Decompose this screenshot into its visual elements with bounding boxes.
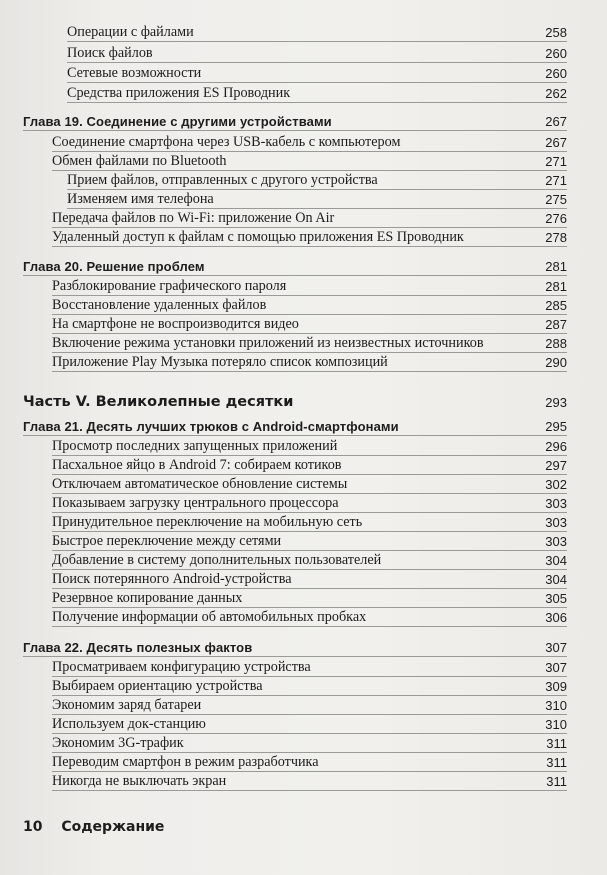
toc-entry xyxy=(67,84,567,103)
toc-entry-title: Экономим заряд батареи xyxy=(52,697,202,713)
toc-entry-title: На смартфоне не воспроизводится видео xyxy=(52,316,299,332)
toc-entry-page: 310 xyxy=(545,717,567,732)
running-title: Содержание xyxy=(61,819,165,835)
toc-entry-page: 311 xyxy=(546,755,567,770)
toc-entry-page: 311 xyxy=(546,774,567,789)
toc-entry-title: Средства приложения ES Проводник xyxy=(67,85,291,101)
toc-entry-page: 267 xyxy=(545,135,567,150)
toc-entry xyxy=(52,277,567,296)
toc-entry xyxy=(52,209,567,228)
toc-entry-title: Приложение Play Музыка потеряло список композиций xyxy=(52,354,388,370)
toc-entry xyxy=(67,64,567,83)
toc-entry-title: Просмотр последних запущенных приложений xyxy=(52,438,338,454)
toc-entry-page: 262 xyxy=(545,86,567,101)
toc-entry xyxy=(52,551,567,570)
toc-entry-page: 307 xyxy=(545,640,567,655)
toc-entry-title: Резервное копирование данных xyxy=(52,590,243,606)
toc-entry-title: Обмен файлами по Bluetooth xyxy=(52,153,227,169)
toc-entry xyxy=(52,608,567,627)
toc-entry xyxy=(52,334,567,353)
toc-entry-page: 302 xyxy=(545,477,567,492)
toc-entry-page: 309 xyxy=(545,679,567,694)
toc-chapter-title: Глава 19. Соединение с другими устройствами xyxy=(23,114,332,129)
toc-entry-page: 297 xyxy=(545,458,567,473)
toc-entry xyxy=(52,589,567,608)
toc-entry xyxy=(52,715,567,734)
toc-entry-page: 311 xyxy=(546,736,567,751)
toc-entry xyxy=(67,44,567,63)
toc-entry xyxy=(67,190,567,209)
toc-entry xyxy=(52,772,567,791)
toc-entry-title: Восстановление удаленных файлов xyxy=(52,297,267,313)
toc-entry-title: Используем док-станцию xyxy=(52,716,206,732)
toc-entry-title: Сетевые возможности xyxy=(67,65,202,81)
toc-entry xyxy=(67,23,567,42)
toc-entry xyxy=(52,353,567,372)
toc-entry-page: 303 xyxy=(545,534,567,549)
toc-entry-title: Соединение смартфона через USB-кабель с компьютером xyxy=(52,134,401,150)
toc-entry-page: 285 xyxy=(545,298,567,313)
toc-entry-page: 307 xyxy=(545,660,567,675)
toc-entry-title: Включение режима установки приложений из неизвестных источников xyxy=(52,335,484,351)
toc-entry xyxy=(52,133,567,152)
toc-entry xyxy=(52,456,567,475)
toc-entry-title: Показываем загрузку центрального процессора xyxy=(52,495,339,511)
toc-entry-title: Экономим 3G-трафик xyxy=(52,735,184,751)
toc-entry xyxy=(52,494,567,513)
toc-entry-page: 293 xyxy=(545,395,567,410)
toc-entry-title: Выбираем ориентацию устройства xyxy=(52,678,263,694)
toc-entry-page: 304 xyxy=(545,572,567,587)
toc-entry-title: Удаленный доступ к файлам с помощью приложения ES Проводник xyxy=(52,229,464,245)
toc-entry xyxy=(52,513,567,532)
toc-entry-page: 267 xyxy=(545,114,567,129)
toc-entry-page: 306 xyxy=(545,610,567,625)
toc-entry-title: Изменяем имя телефона xyxy=(67,191,214,207)
page-footer xyxy=(23,817,164,837)
toc-entry-title: Добавление в систему дополнительных пользователей xyxy=(52,552,382,568)
toc-entry-title: Быстрое переключение между сетями xyxy=(52,533,282,549)
toc-entry xyxy=(52,437,567,456)
toc-entry-page: 281 xyxy=(545,279,567,294)
toc-entry xyxy=(52,696,567,715)
toc-entry-title: Поиск файлов xyxy=(67,45,153,61)
toc-entry xyxy=(52,753,567,772)
toc-entry-page: 287 xyxy=(545,317,567,332)
toc-entry xyxy=(52,152,567,171)
toc-entry-page: 295 xyxy=(545,419,567,434)
toc-entry-title: Принудительное переключение на мобильную сеть xyxy=(52,514,363,530)
toc-entry-title: Пасхальное яйцо в Android 7: собираем котиков xyxy=(52,457,342,473)
toc-entry-page: 260 xyxy=(545,66,567,81)
toc-entry xyxy=(52,532,567,551)
toc-entry-page: 304 xyxy=(545,553,567,568)
toc-entry-title: Отключаем автоматическое обновление системы xyxy=(52,476,348,492)
toc-entry-page: 258 xyxy=(545,25,567,40)
toc-entry xyxy=(52,475,567,494)
toc-chapter xyxy=(23,638,567,657)
toc-entry xyxy=(52,734,567,753)
toc-part-heading xyxy=(23,392,567,413)
toc-entry-page: 296 xyxy=(545,439,567,454)
toc-entry-page: 275 xyxy=(545,192,567,207)
toc-entry-page: 281 xyxy=(545,259,567,274)
toc-entry-title: Просматриваем конфигурацию устройства xyxy=(52,659,311,675)
toc-entry-page: 260 xyxy=(545,46,567,61)
toc-entry-page: 271 xyxy=(545,154,567,169)
toc-entry-page: 271 xyxy=(545,173,567,188)
toc-entry-page: 278 xyxy=(545,230,567,245)
toc-entry-page: 303 xyxy=(545,515,567,530)
toc-chapter-title: Глава 22. Десять полезных фактов xyxy=(23,640,253,655)
toc-chapter xyxy=(23,112,567,131)
toc-entry xyxy=(52,315,567,334)
toc-entry-page: 276 xyxy=(545,211,567,226)
toc-entry xyxy=(52,570,567,589)
toc-entry xyxy=(52,677,567,696)
toc-chapter xyxy=(23,417,567,436)
toc-chapter-title: Глава 20. Решение проблем xyxy=(23,259,205,274)
toc-entry xyxy=(52,228,567,247)
toc-entry xyxy=(52,296,567,315)
toc-part-title: Часть V. Великолепные десятки xyxy=(23,394,294,410)
toc-entry-page: 288 xyxy=(545,336,567,351)
toc-entry-title: Получение информации об автомобильных пробках xyxy=(52,609,367,625)
toc-entry-title: Операции с файлами xyxy=(67,24,194,40)
toc-entry-title: Прием файлов, отправленных с другого устройства xyxy=(67,172,378,188)
toc-entry-title: Переводим смартфон в режим разработчика xyxy=(52,754,319,770)
toc-entry-title: Поиск потерянного Android-устройства xyxy=(52,571,292,587)
toc-entry-title: Передача файлов по Wi-Fi: приложение On Air xyxy=(52,210,335,226)
toc-entry xyxy=(52,658,567,677)
page-number: 10 xyxy=(23,819,43,835)
toc-entry-page: 303 xyxy=(545,496,567,511)
toc-entry-page: 310 xyxy=(545,698,567,713)
toc-chapter-title: Глава 21. Десять лучших трюков с Android-смартфонами xyxy=(23,419,399,434)
toc-entry-page: 290 xyxy=(545,355,567,370)
toc-entry-page: 305 xyxy=(545,591,567,606)
toc-entry-title: Разблокирование графического пароля xyxy=(52,278,287,294)
toc-entry-title: Никогда не выключать экран xyxy=(52,773,227,789)
toc-chapter xyxy=(23,257,567,276)
toc-entry xyxy=(67,171,567,190)
